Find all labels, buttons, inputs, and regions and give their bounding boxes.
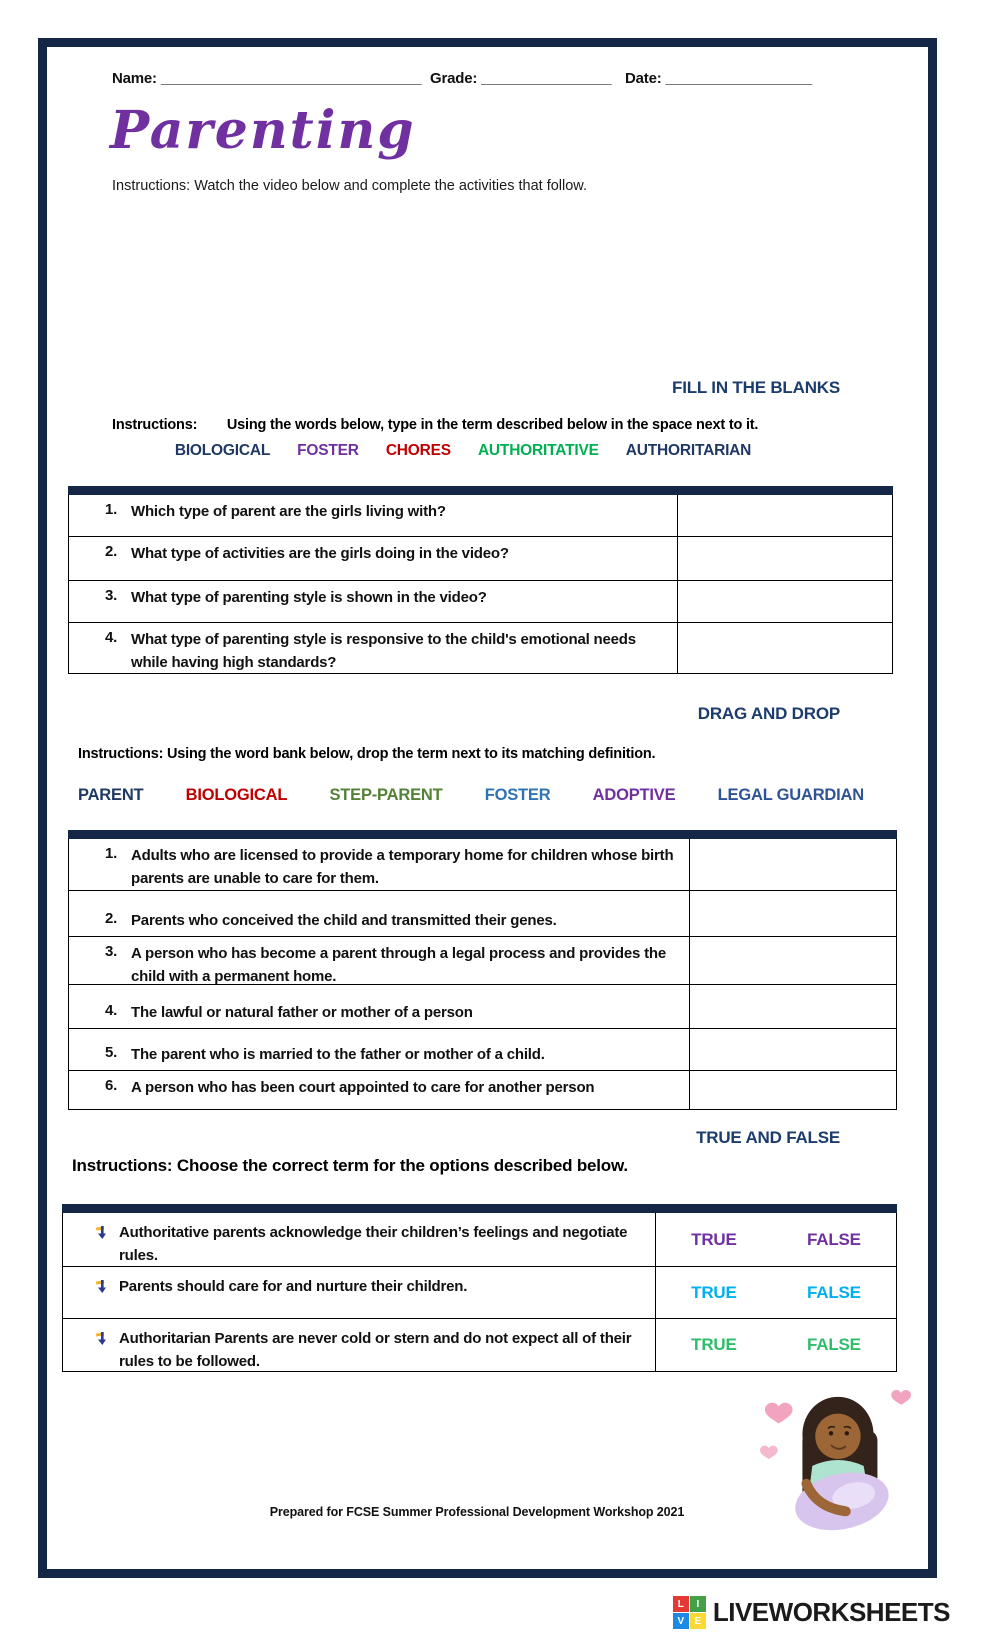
- table-row: [63, 1267, 896, 1319]
- word-bank-term: FOSTER: [297, 442, 359, 459]
- definition-text: Parents who conceived the child and transmitted their genes.: [131, 911, 557, 929]
- logo-tile: V: [673, 1613, 689, 1629]
- definition-number: 6.: [105, 1077, 118, 1094]
- drop-target-cell[interactable]: [689, 985, 896, 1028]
- definition-text: A person who has been court appointed to care for another person: [131, 1079, 595, 1096]
- page-title: Parenting: [110, 100, 416, 161]
- question-cell: [69, 581, 677, 622]
- statement-cell: [63, 1267, 656, 1318]
- true-option[interactable]: TRUE: [691, 1335, 737, 1354]
- question-cell: [69, 623, 677, 673]
- table-row: [69, 1029, 896, 1071]
- tf-options: [656, 1319, 896, 1371]
- statement-text: Parents should care for and nurture their children.: [119, 1278, 468, 1295]
- fib-instructions: [112, 417, 758, 433]
- definition-cell: [69, 937, 689, 984]
- table-row: [69, 839, 896, 891]
- name-blank[interactable]: ________________________________: [160, 70, 422, 87]
- liveworksheets-logo-text: LIVEWORKSHEETS: [712, 1597, 950, 1627]
- fill-in-the-blanks-table: [68, 486, 893, 674]
- word-bank-term: CHORES: [385, 442, 451, 459]
- logo-tile: E: [690, 1613, 706, 1629]
- grade-blank[interactable]: ________________: [481, 70, 612, 87]
- definition-number: 2.: [105, 909, 118, 927]
- statement-cell: [63, 1319, 656, 1371]
- intro-instructions: Instructions: Watch the video below and complete the activities that follow.: [112, 178, 587, 194]
- drop-target-cell[interactable]: [689, 839, 896, 890]
- definition-number: 5.: [105, 1043, 118, 1061]
- definition-cell: [69, 904, 689, 937]
- drop-target-cell[interactable]: [689, 1029, 896, 1070]
- answer-cell[interactable]: [677, 581, 892, 622]
- section-heading-drag-and-drop: DRAG AND DROP: [697, 704, 840, 723]
- question-number: 4.: [105, 629, 118, 646]
- true-option[interactable]: TRUE: [691, 1282, 737, 1302]
- fib-instructions-text: Using the words below, type in the term described below in the space next to it.: [226, 417, 759, 433]
- logo-tile: I: [690, 1596, 706, 1612]
- true-false-table: [62, 1204, 897, 1372]
- drop-target-cell[interactable]: [689, 891, 896, 936]
- word-bank-term: AUTHORITATIVE: [477, 442, 599, 459]
- false-option[interactable]: FALSE: [807, 1335, 861, 1354]
- tf-options: [656, 1267, 896, 1318]
- table-row: [63, 1213, 896, 1267]
- drag-and-drop-table: [68, 830, 897, 1110]
- section-heading-fill-in-the-blanks: FILL IN THE BLANKS: [672, 378, 840, 397]
- definition-cell: [69, 1038, 689, 1071]
- draggable-term[interactable]: ADOPTIVE: [592, 786, 676, 804]
- definition-text: The lawful or natural father or mother of a person: [131, 1003, 473, 1021]
- definition-cell: [69, 1071, 689, 1109]
- dnd-word-bank: [78, 786, 864, 805]
- table-row: [69, 495, 892, 537]
- definition-text: The parent who is married to the father or mother of a child.: [131, 1045, 545, 1063]
- question-text: What type of activities are the girls doing in the video?: [131, 545, 509, 562]
- footer-credit: Prepared for FCSE Summer Professional Development Workshop 2021: [269, 1505, 685, 1519]
- definition-number: 3.: [105, 943, 118, 960]
- question-text: What type of parenting style is shown in the video?: [131, 589, 487, 606]
- bullet-arrow-icon: [95, 1221, 119, 1262]
- heart-icon: [760, 1446, 778, 1459]
- draggable-term[interactable]: PARENT: [78, 786, 144, 804]
- question-number: 2.: [105, 543, 118, 560]
- heart-icon: [891, 1390, 911, 1405]
- liveworksheets-logo-icon: [673, 1596, 706, 1629]
- table-header-bar: [62, 1204, 897, 1213]
- grade-field: [430, 70, 611, 87]
- question-number: 3.: [105, 587, 118, 604]
- drop-target-cell[interactable]: [689, 937, 896, 984]
- true-option[interactable]: TRUE: [691, 1229, 737, 1249]
- table-row: [69, 1071, 896, 1109]
- heart-icon: [765, 1403, 793, 1424]
- tf-instructions: Instructions: Choose the correct term for the options described below.: [72, 1156, 628, 1175]
- dnd-instructions: Instructions: Using the word bank below, drop the term next to its matching definition.: [78, 746, 656, 762]
- answer-cell[interactable]: [677, 623, 892, 673]
- question-cell: [69, 495, 677, 536]
- table-row: [63, 1319, 896, 1371]
- table-header-bar: [68, 486, 893, 495]
- answer-cell[interactable]: [677, 537, 892, 580]
- drop-target-cell[interactable]: [689, 1071, 896, 1109]
- tf-options: [656, 1213, 896, 1266]
- draggable-term[interactable]: STEP-PARENT: [329, 786, 443, 804]
- question-cell: [69, 537, 677, 580]
- statement-text: Authoritative parents acknowledge their children’s feelings and negotiate rules.: [119, 1224, 628, 1265]
- definition-text: A person who has become a parent through a legal process and provides the child with a permanent home.: [131, 945, 666, 985]
- date-blank[interactable]: __________________: [665, 70, 813, 87]
- date-field: [625, 70, 812, 87]
- draggable-term[interactable]: BIOLOGICAL: [185, 786, 288, 804]
- table-row: [69, 581, 892, 623]
- question-text: What type of parenting style is responsive to the child's emotional needs while having high standards?: [131, 631, 636, 671]
- table-row: [69, 985, 896, 1029]
- bullet-arrow-icon: [95, 1275, 119, 1314]
- logo-tile: L: [673, 1596, 689, 1612]
- name-field: [112, 70, 421, 87]
- table-header-bar: [68, 830, 897, 839]
- table-row: [69, 937, 896, 985]
- bullet-arrow-icon: [95, 1327, 119, 1367]
- date-label: Date:: [625, 70, 662, 87]
- draggable-term[interactable]: LEGAL GUARDIAN: [717, 786, 864, 804]
- question-number: 1.: [105, 501, 118, 518]
- definition-cell: [69, 996, 689, 1029]
- definition-cell: [69, 839, 689, 890]
- statement-cell: [63, 1213, 656, 1266]
- fib-word-bank: [68, 442, 858, 460]
- liveworksheets-logo: [673, 1596, 950, 1629]
- false-option[interactable]: FALSE: [807, 1229, 861, 1249]
- definition-number: 1.: [105, 845, 118, 862]
- section-heading-true-and-false: TRUE AND FALSE: [696, 1128, 840, 1147]
- question-text: Which type of parent are the girls living with?: [131, 503, 446, 520]
- fib-instructions-label: Instructions:: [112, 417, 198, 433]
- definition-text: Adults who are licensed to provide a temporary home for children whose birth parents are unable to care for them.: [131, 847, 674, 887]
- table-row: [69, 623, 892, 673]
- word-bank-term: AUTHORITARIAN: [625, 442, 752, 459]
- definition-number: 4.: [105, 1001, 118, 1019]
- answer-cell[interactable]: [677, 495, 892, 536]
- grade-label: Grade:: [430, 70, 478, 87]
- statement-text: Authoritarian Parents are never cold or stern and do not expect all of their rules to be followed.: [119, 1330, 632, 1371]
- name-label: Name:: [112, 70, 157, 87]
- table-row: [69, 537, 892, 581]
- draggable-term[interactable]: FOSTER: [484, 786, 551, 804]
- table-row: [69, 891, 896, 937]
- word-bank-term: BIOLOGICAL: [174, 442, 271, 459]
- false-option[interactable]: FALSE: [807, 1282, 861, 1302]
